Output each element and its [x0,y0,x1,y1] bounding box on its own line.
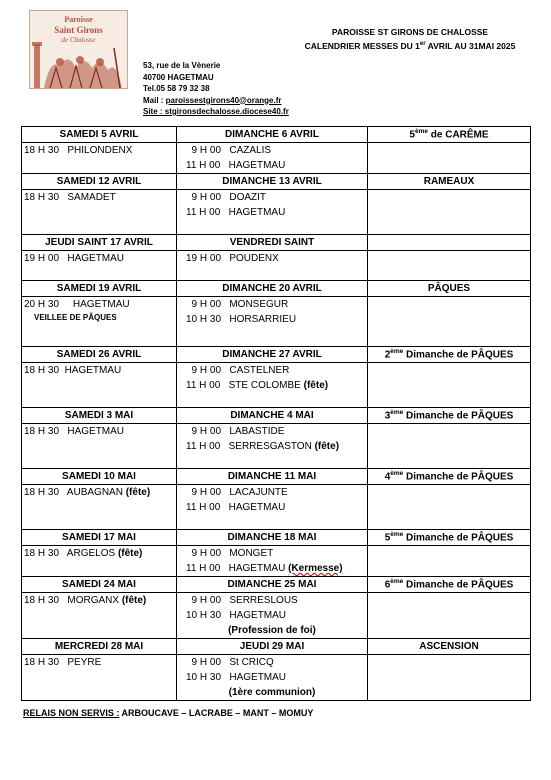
week-header-row [22,577,531,593]
mass-entry: 19 H 00 POUDENX [186,253,279,264]
sunday-header: DIMANCHE 11 MAI [177,469,368,485]
address-tel: Tel.05 58 79 32 38 [143,84,210,93]
sunday-masses [177,655,368,701]
sunday-header: VENDREDI SAINT [177,235,368,251]
week-header-row [22,174,531,190]
sunday-masses [177,593,368,639]
saturday-masses [22,546,177,577]
sunday-header: DIMANCHE 25 MAI [177,577,368,593]
saturday-header: MERCREDI 28 MAI [22,639,177,655]
saturday-header: SAMEDI 5 AVRIL [22,127,177,143]
mass-entry: 18 H 30 MORGANX (fête) [24,595,147,606]
mass-note: VEILLEE DE PÂQUES [34,313,117,322]
mass-entry: 11 H 00 HAGETMAU [186,207,286,218]
relais-text: ARBOUCAVE – LACRABE – MANT – MOMUY [119,708,314,718]
saturday-masses [22,485,177,530]
saturday-masses [22,424,177,469]
sunday-header: DIMANCHE 4 MAI [177,408,368,424]
mail-link[interactable]: paroissestgirons40@orange.fr [165,95,282,105]
mass-entry: 18 H 30 HAGETMAU [24,426,125,437]
saturday-header: JEUDI SAINT 17 AVRIL [22,235,177,251]
mass-entry: 10 H 30 HORSARRIEU [186,314,297,325]
notes-cell [368,143,531,174]
week-header-row [22,408,531,424]
liturgical-occasion: 3ème Dimanche de PÂQUES [368,408,531,424]
week-header-row [22,127,531,143]
week-mass-row [22,143,531,174]
mass-entry: 11 H 00 HAGETMAU [186,502,286,513]
saturday-masses [22,143,177,174]
week-header-row [22,235,531,251]
mass-note: (1ère communion) [228,687,316,698]
week-mass-row [22,546,531,577]
mass-entry: 9 H 00 CASTELNER [186,365,290,376]
mass-entry: 10 H 30 HAGETMAU [186,610,287,621]
week-mass-row [22,485,531,530]
liturgical-occasion: RAMEAUX [368,174,531,190]
sunday-header: DIMANCHE 20 AVRIL [177,281,368,297]
saturday-masses [22,593,177,639]
saturday-masses [22,297,177,347]
title-line1: PAROISSE ST GIRONS DE CHALOSSE [331,27,489,37]
liturgical-occasion: PÂQUES [368,281,531,297]
mass-entry: 9 H 00 St CRICQ [186,657,274,668]
liturgical-occasion: 5ème de CARÊME [368,127,531,143]
mass-entry: 20 H 30 HAGETMAU [24,299,130,310]
mass-entry: 11 H 00 HAGETMAU (Kermesse) [186,563,343,574]
mass-entry: 11 H 00 SERRESGASTON (fête) [186,441,340,452]
saturday-header: SAMEDI 19 AVRIL [22,281,177,297]
sunday-masses [177,363,368,408]
notes-cell [368,363,531,408]
saturday-header: SAMEDI 26 AVRIL [22,347,177,363]
page-title [285,26,535,52]
week-header-row [22,281,531,297]
mass-entry: 19 H 00 HAGETMAU [24,253,125,264]
week-mass-row [22,593,531,639]
relais-label: RELAIS NON SERVIS : [23,708,120,718]
mass-calendar-table [21,126,531,701]
sunday-header: DIMANCHE 18 MAI [177,530,368,546]
notes-cell [368,424,531,469]
sunday-masses [177,546,368,577]
mass-entry: 9 H 00 LABASTIDE [186,426,285,437]
saturday-masses [22,251,177,281]
mass-entry: 9 H 00 MONSEGUR [186,299,289,310]
mass-entry: 18 H 30 PEYRE [24,657,102,668]
saturday-header: SAMEDI 10 MAI [22,469,177,485]
week-mass-row [22,251,531,281]
sunday-header: DIMANCHE 27 AVRIL [177,347,368,363]
logo-line3: de Chalosse [61,36,96,44]
mass-entry: 9 H 00 DOAZIT [186,192,267,203]
parish-logo [29,10,128,89]
week-mass-row [22,655,531,701]
sunday-masses [177,485,368,530]
week-mass-row [22,363,531,408]
sunday-masses [177,143,368,174]
mass-entry: 9 H 00 LACAJUNTE [186,487,288,498]
notes-cell [368,251,531,281]
mass-entry: 18 H 30 AUBAGNAN (fête) [24,487,151,498]
notes-cell [368,593,531,639]
saturday-masses [22,190,177,235]
saturday-header: SAMEDI 17 MAI [22,530,177,546]
mass-entry: 11 H 00 STE COLOMBE (fête) [186,380,329,391]
sunday-header: JEUDI 29 MAI [177,639,368,655]
week-header-row [22,639,531,655]
address-street: 53, rue de la Vènerie [143,61,221,70]
saturday-header: SAMEDI 3 MAI [22,408,177,424]
mass-entry: 10 H 30 HAGETMAU [186,672,287,683]
sunday-masses [177,251,368,281]
liturgical-occasion: 6ème Dimanche de PÂQUES [368,577,531,593]
sunday-header: DIMANCHE 6 AVRIL [177,127,368,143]
mass-entry: 9 H 00 SERRESLOUS [186,595,298,606]
notes-cell [368,485,531,530]
week-mass-row [22,424,531,469]
week-header-row [22,347,531,363]
week-header-row [22,530,531,546]
week-header-row [22,469,531,485]
liturgical-occasion [368,235,531,251]
notes-cell [368,655,531,701]
saturday-header: SAMEDI 24 MAI [22,577,177,593]
mass-entry: 18 H 30 PHILONDENX [24,145,133,156]
mass-entry: 18 H 30 ARGELOS (fête) [24,548,143,559]
liturgical-occasion: 5ème Dimanche de PÂQUES [368,530,531,546]
logo-line1: Paroisse [64,15,93,24]
relais-non-servis [23,708,313,718]
mass-entry: 9 H 00 MONGET [186,548,274,559]
logo-illustration-icon [30,38,127,88]
mass-entry: 18 H 30 HAGETMAU [24,365,122,376]
mass-entry: 9 H 00 CAZALIS [186,145,272,156]
saturday-masses [22,363,177,408]
week-mass-row [22,297,531,347]
saturday-masses [22,655,177,701]
mass-entry: 18 H 30 SAMADET [24,192,116,203]
mass-entry: 11 H 00 HAGETMAU [186,160,286,171]
sunday-masses [177,190,368,235]
saturday-header: SAMEDI 12 AVRIL [22,174,177,190]
liturgical-occasion: 2ème Dimanche de PÂQUES [368,347,531,363]
mass-note: (Profession de foi) [228,625,316,636]
notes-cell [368,546,531,577]
sunday-masses [177,424,368,469]
sunday-header: DIMANCHE 13 AVRIL [177,174,368,190]
address-mail-row [143,95,289,107]
notes-cell [368,190,531,235]
address-city: 40700 HAGETMAU [143,72,214,82]
logo-line2: Saint Girons [54,25,103,35]
title-line2: CALENDRIER MESSES DU 1er AVRIL AU 31MAI 2025 [304,40,516,51]
week-mass-row [22,190,531,235]
sunday-masses [177,297,368,347]
parish-address [143,60,289,118]
liturgical-occasion: 4ème Dimanche de PÂQUES [368,469,531,485]
notes-cell [368,297,531,347]
mail-label: Mail : [143,95,166,105]
liturgical-occasion: ASCENSION [368,639,531,655]
site-link[interactable]: Site : stgironsdechalosse.diocese40.fr [143,107,289,116]
